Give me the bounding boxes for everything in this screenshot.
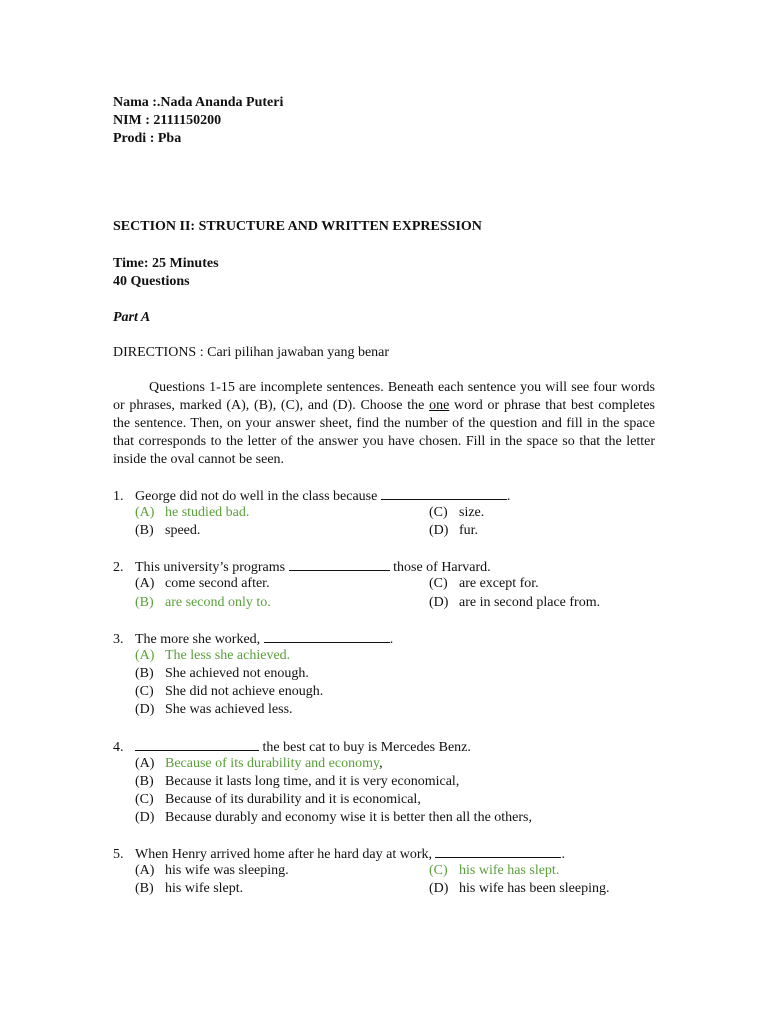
- option-text: size.: [459, 505, 485, 520]
- option-label: (D): [429, 595, 449, 610]
- time-limit: Time: 25 Minutes: [113, 256, 219, 271]
- option-text: She did not achieve enough.: [165, 684, 324, 699]
- option-d[interactable]: [429, 594, 600, 612]
- option-c[interactable]: [135, 791, 421, 809]
- instructions-part-2: word or phrase that best completes the sentence. Then, on your answer sheet, find the number of the question and fill in the space that corresponds to the letter of the answer you have chosen. Fill in the space so that the letter inside the oval cannot be seen.: [113, 398, 656, 467]
- option-b[interactable]: [135, 880, 243, 898]
- option-text: Because durably and economy wise it is better then all the others,: [165, 810, 533, 825]
- question-stem: [113, 486, 510, 506]
- option-text: She achieved not enough.: [165, 666, 309, 681]
- stem-text: the best cat to buy is Mercedes Benz.: [262, 740, 471, 755]
- option-c[interactable]: [135, 683, 323, 701]
- question-number: 4.: [113, 740, 124, 755]
- option-text: Because it lasts long time, and it is very economical,: [165, 774, 460, 789]
- option-text: his wife has slept.: [459, 863, 560, 878]
- option-text: are second only to.: [165, 595, 271, 610]
- stem-text: When Henry arrived home after he hard day at work,: [135, 847, 432, 862]
- instructions-emphasis: one: [429, 398, 450, 413]
- stem-end: those of Harvard.: [393, 560, 491, 575]
- part-label: Part A: [113, 310, 151, 325]
- option-label: (D): [429, 881, 449, 896]
- answer-blank: [381, 486, 507, 500]
- option-label: (C): [135, 792, 154, 807]
- option-label: (A): [135, 576, 155, 591]
- option-label: (B): [135, 666, 154, 681]
- option-b[interactable]: [135, 665, 309, 683]
- answer-blank: [264, 629, 390, 643]
- option-d[interactable]: [429, 880, 609, 898]
- question-stem: [113, 737, 471, 757]
- option-label: (A): [135, 863, 155, 878]
- stem-end: .: [389, 632, 394, 647]
- answer-blank: [289, 557, 390, 571]
- option-text: The less she achieved.: [165, 648, 291, 663]
- option-c[interactable]: [429, 504, 484, 522]
- question-stem: [113, 629, 393, 649]
- option-d[interactable]: [135, 809, 532, 827]
- option-text: are except for.: [459, 576, 539, 591]
- option-label: (A): [135, 756, 155, 771]
- option-label: (C): [429, 576, 448, 591]
- option-label: (B): [135, 881, 154, 896]
- option-text: his wife has been sleeping.: [459, 881, 610, 896]
- option-label: (A): [135, 648, 155, 663]
- question-stem: [113, 557, 491, 577]
- question-number: 1.: [113, 489, 124, 504]
- instructions-part-1: Questions 1-15 are incomplete sentences. Beneath each sentence you will see four words or phrases, marked (A), (B), (C), and (D). Choose the: [113, 380, 655, 413]
- option-label: (C): [135, 684, 154, 699]
- option-d[interactable]: [429, 522, 478, 540]
- option-text: Because of its durability and it is economical,: [165, 792, 421, 807]
- question-count: 40 Questions: [113, 274, 190, 289]
- option-label: (D): [135, 810, 155, 825]
- option-suffix: ,: [379, 756, 383, 771]
- instructions-paragraph: [113, 379, 655, 469]
- student-nim: NIM : 2111150200: [113, 113, 222, 128]
- option-text: he studied bad.: [165, 505, 250, 520]
- option-label: (A): [135, 505, 155, 520]
- answer-blank: [435, 844, 561, 858]
- option-b[interactable]: [135, 522, 200, 540]
- option-text: are in second place from.: [459, 595, 601, 610]
- option-text: come second after.: [165, 576, 270, 591]
- option-label: (D): [135, 702, 155, 717]
- option-text: speed.: [165, 523, 201, 538]
- stem-text: George did not do well in the class because: [135, 489, 378, 504]
- section-title: SECTION II: STRUCTURE AND WRITTEN EXPRESSION: [113, 219, 482, 234]
- stem-text: The more she worked,: [135, 632, 261, 647]
- option-text: fur.: [459, 523, 479, 538]
- question-number: 5.: [113, 847, 124, 862]
- option-text: Because of its durability and economy: [165, 756, 380, 771]
- option-a[interactable]: [135, 504, 249, 522]
- answer-blank: [135, 737, 259, 751]
- option-d[interactable]: [135, 701, 293, 719]
- question-number: 3.: [113, 632, 124, 647]
- question-number: 2.: [113, 560, 124, 575]
- directions: DIRECTIONS : Cari pilihan jawaban yang benar: [113, 345, 390, 360]
- option-c[interactable]: [429, 575, 539, 593]
- option-label: (D): [429, 523, 449, 538]
- option-a[interactable]: [135, 755, 383, 773]
- option-c[interactable]: [429, 862, 559, 880]
- option-label: (C): [429, 863, 448, 878]
- option-a[interactable]: [135, 647, 290, 665]
- stem-end: .: [506, 489, 511, 504]
- option-text: his wife slept.: [165, 881, 244, 896]
- student-prodi: Prodi : Pba: [113, 131, 182, 146]
- option-a[interactable]: [135, 575, 270, 593]
- option-b[interactable]: [135, 773, 459, 791]
- option-label: (C): [429, 505, 448, 520]
- option-label: (B): [135, 774, 154, 789]
- option-label: (B): [135, 523, 154, 538]
- question-stem: [113, 844, 565, 864]
- option-label: (B): [135, 595, 154, 610]
- stem-end: .: [561, 847, 565, 862]
- option-b[interactable]: [135, 594, 271, 612]
- student-name: Nama :.Nada Ananda Puteri: [113, 95, 284, 110]
- stem-text: This university’s programs: [135, 560, 286, 575]
- option-text: his wife was sleeping.: [165, 863, 289, 878]
- option-a[interactable]: [135, 862, 289, 880]
- option-text: She was achieved less.: [165, 702, 293, 717]
